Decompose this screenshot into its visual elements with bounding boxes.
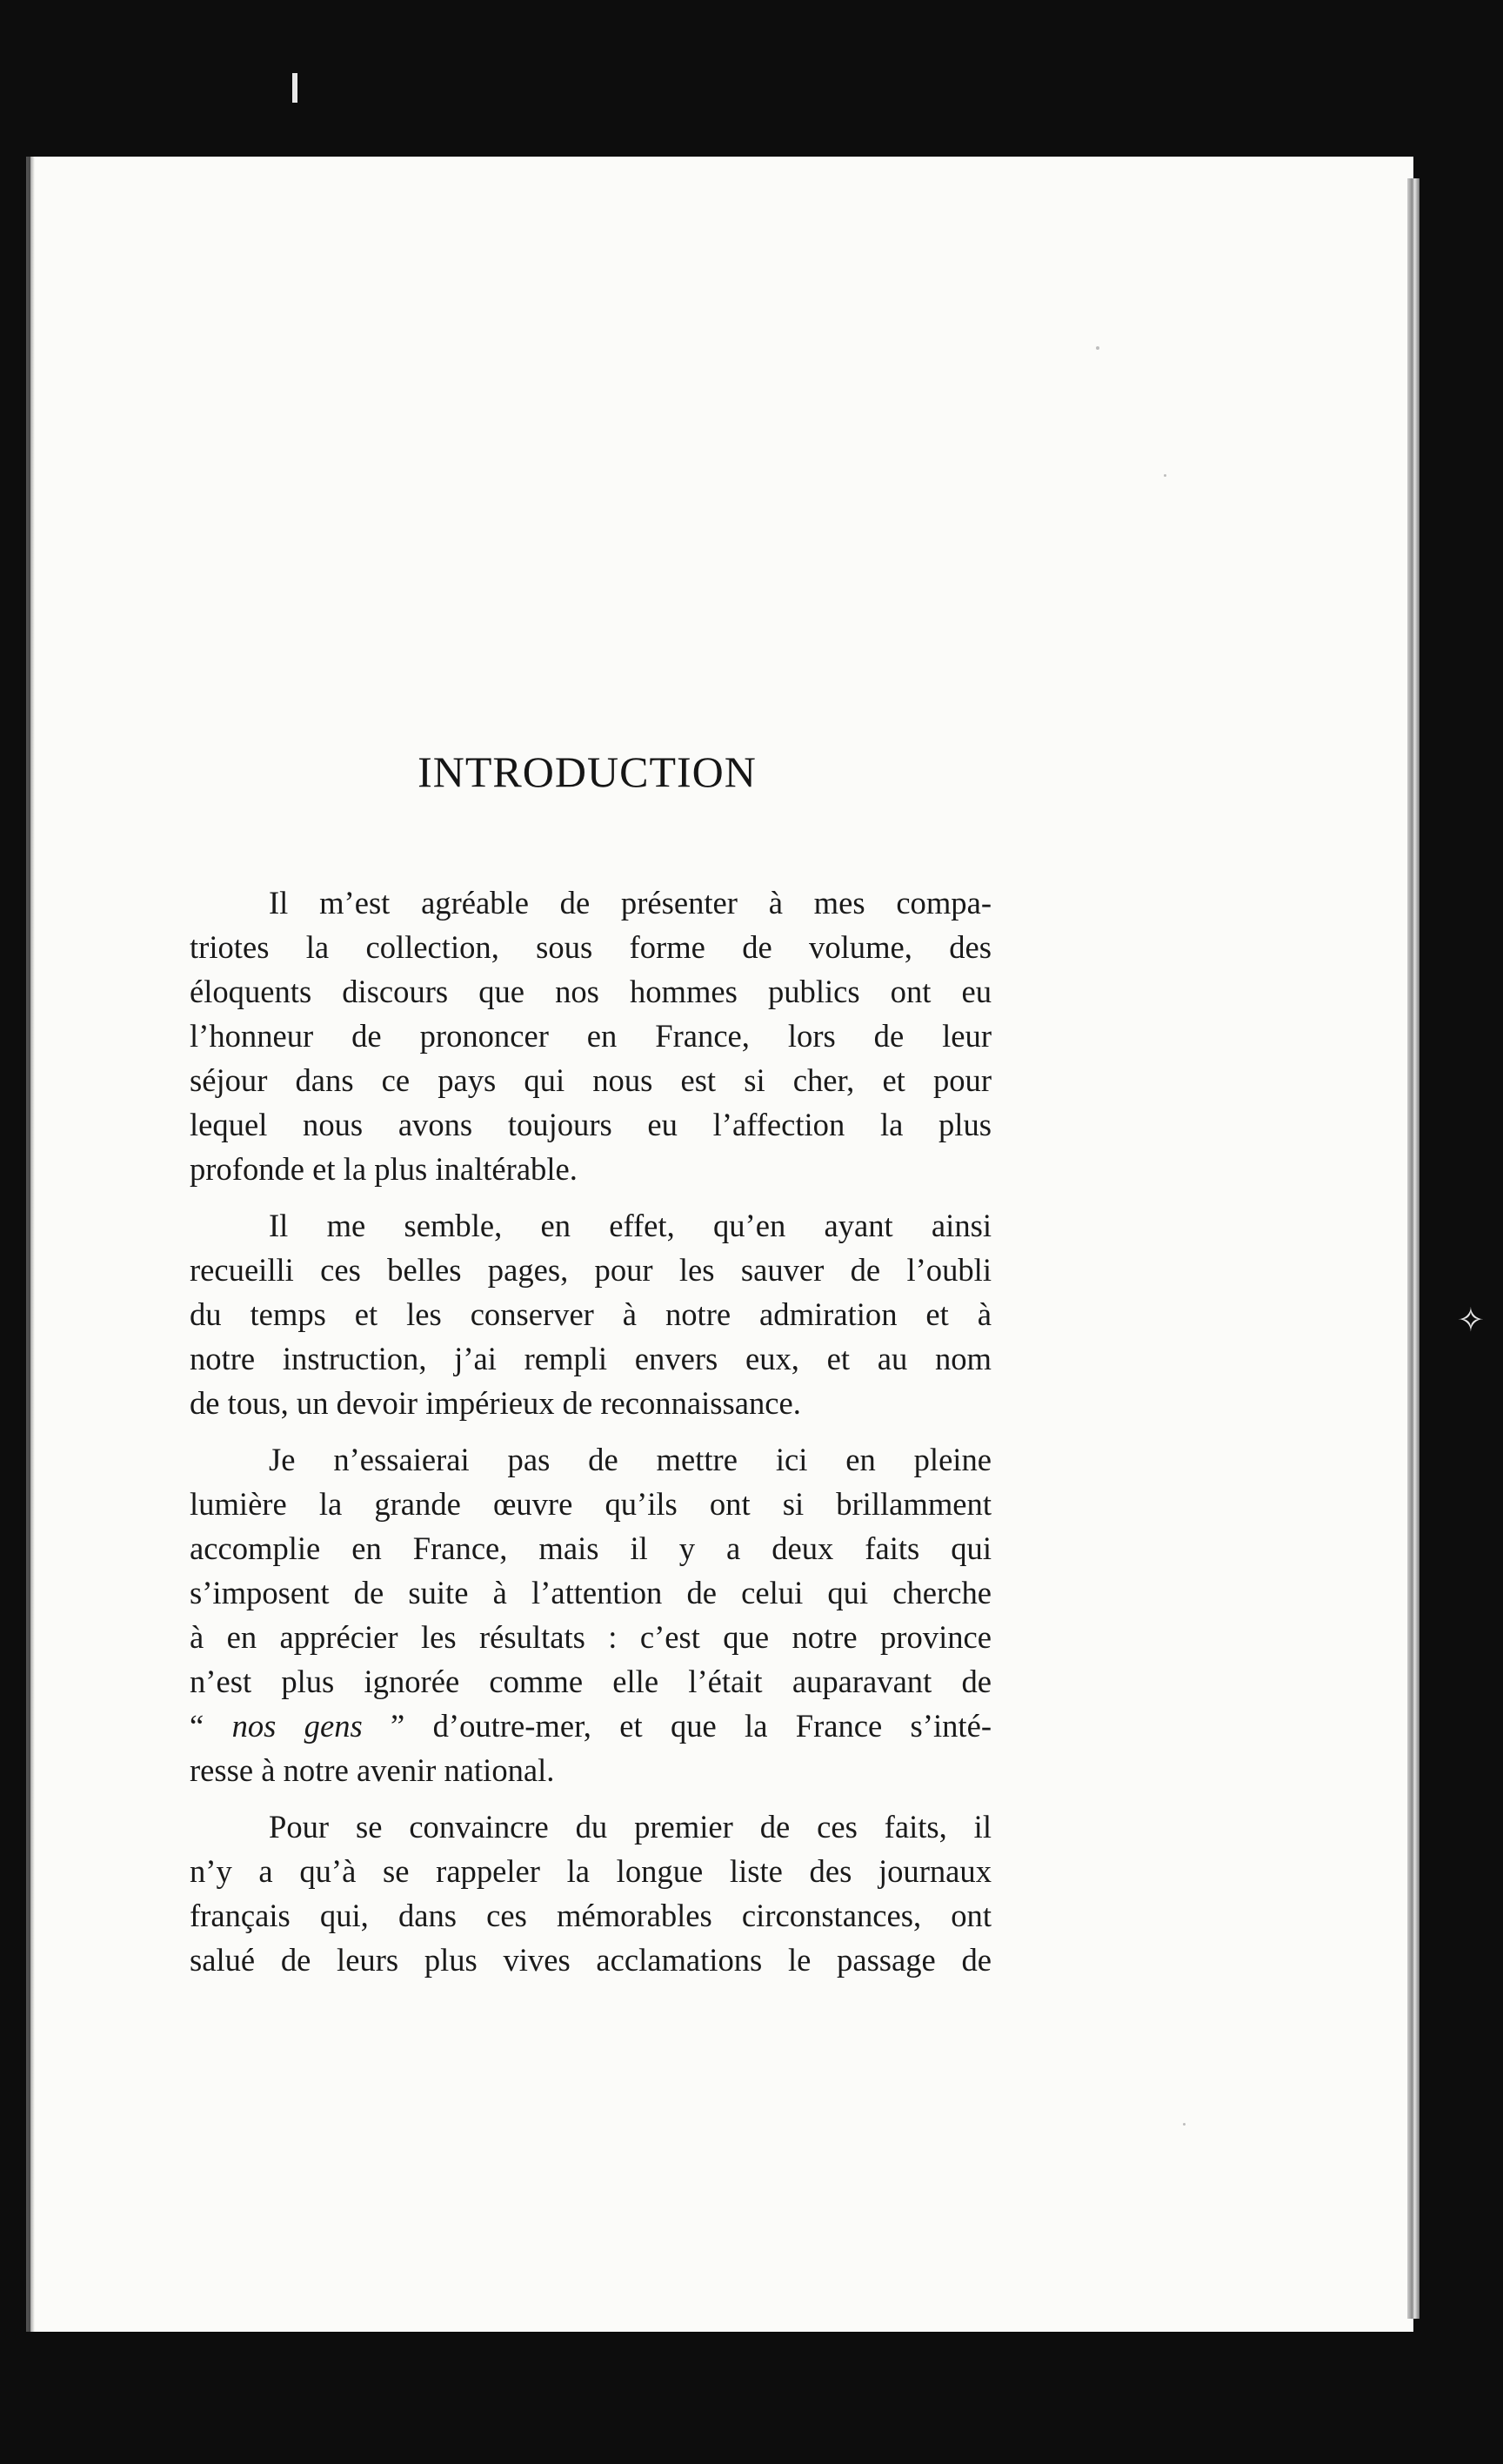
paragraph-2 (190, 1203, 992, 1425)
text-line: recueilli ces belles pages, pour les sauver de l’oubli (190, 1252, 992, 1288)
text-line: Il m’est agréable de présenter à mes compa- (269, 885, 992, 921)
margin-speck-icon: ✧ (1457, 1301, 1485, 1339)
page-stack-edge (1407, 178, 1420, 2319)
paragraph-3 (190, 1437, 992, 1792)
dust-speck (1096, 346, 1099, 350)
open-quote: “ (190, 1708, 204, 1744)
text-line: n’y a qu’à se rappeler la longue liste des journaux (190, 1853, 992, 1889)
text-line: Il me semble, en effet, qu’en ayant ainsi (269, 1208, 992, 1243)
text-line: resse à notre avenir national. (190, 1752, 555, 1788)
text-line: lequel nous avons toujours eu l’affection la plus (190, 1107, 992, 1142)
text-line: n’est plus ignorée comme elle l’était auparavant de (190, 1664, 992, 1699)
paragraph-1 (190, 880, 992, 1191)
text-line: Pour se convaincre du premier de ces faits, il (269, 1809, 992, 1845)
text-line: séjour dans ce pays qui nous est si cher, et pour (190, 1062, 992, 1098)
dust-speck (1164, 474, 1166, 477)
page-title: INTRODUCTION (418, 747, 757, 796)
text-line: éloquents discours que nos hommes publics ont eu (190, 974, 992, 1009)
quote-line-rest: d’outre-mer, et que la France s’inté- (404, 1708, 992, 1744)
text-line: notre instruction, j’ai rempli envers eux, et au nom (190, 1341, 992, 1376)
scan-artifact-mark (292, 73, 297, 103)
text-line-quote (190, 1704, 992, 1748)
text-line: lumière la grande œuvre qu’ils ont si brillamment (190, 1486, 992, 1522)
text-line: salué de leurs plus vives acclamations le passage de (190, 1942, 992, 1978)
dust-speck (1183, 2123, 1186, 2126)
text-line: français qui, dans ces mémorables circonstances, ont (190, 1898, 992, 1933)
text-line: Je n’essaierai pas de mettre ici en pleine (269, 1442, 992, 1477)
text-line: s’imposent de suite à l’attention de celui qui cherche (190, 1575, 992, 1610)
italic-phrase: nos gens (231, 1708, 363, 1744)
text-line: triotes la collection, sous forme de volume, des (190, 929, 992, 965)
body-text (190, 880, 992, 1994)
text-line: accomplie en France, mais il y a deux faits qui (190, 1530, 992, 1566)
text-line: du temps et les conserver à notre admiration et à (190, 1296, 992, 1332)
close-quote: ” (391, 1708, 405, 1744)
text-line: à en apprécier les résultats : c’est que notre province (190, 1619, 992, 1655)
text-line: l’honneur de prononcer en France, lors de leur (190, 1018, 992, 1054)
text-line: profonde et la plus inaltérable. (190, 1151, 578, 1187)
paragraph-4 (190, 1804, 992, 1982)
text-line: de tous, un devoir impérieux de reconnaissance. (190, 1385, 801, 1421)
binding-shadow (26, 157, 35, 2332)
